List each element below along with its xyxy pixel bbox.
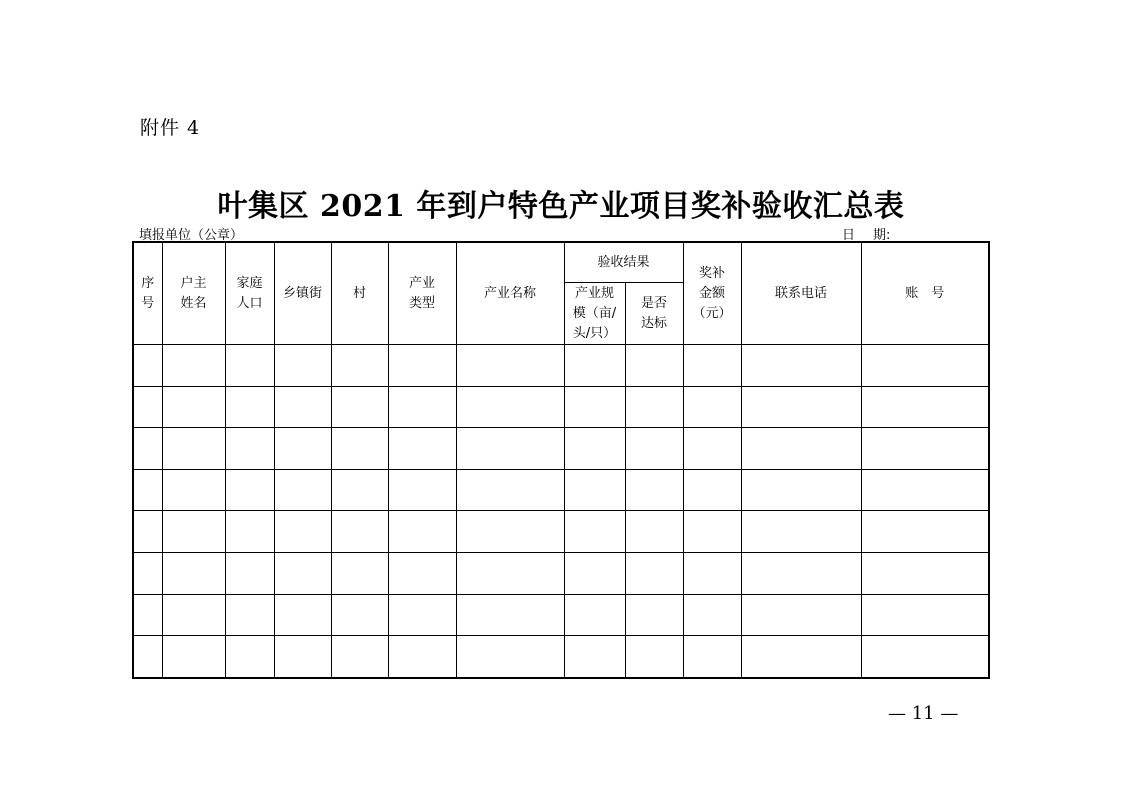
- table-cell: [225, 469, 274, 511]
- table-cell: [625, 594, 683, 636]
- table-cell: [564, 636, 625, 678]
- table-cell: [331, 511, 388, 553]
- table-cell: [625, 469, 683, 511]
- table-row: [133, 345, 989, 387]
- table-cell: [225, 386, 274, 428]
- table-cell: [861, 552, 989, 594]
- table-cell: [133, 428, 162, 470]
- table-cell: [331, 386, 388, 428]
- table-cell: [388, 386, 456, 428]
- table-row: [133, 386, 989, 428]
- table-cell: [388, 345, 456, 387]
- table-cell: [162, 636, 225, 678]
- table-cell: [162, 552, 225, 594]
- table-cell: [133, 552, 162, 594]
- table-cell: [861, 386, 989, 428]
- table-cell: [133, 511, 162, 553]
- header-owner-name: 户主 姓名: [162, 242, 225, 345]
- table-cell: [274, 636, 331, 678]
- table-cell: [683, 386, 741, 428]
- table-cell: [683, 345, 741, 387]
- table-cell: [456, 594, 564, 636]
- header-phone: 联系电话: [741, 242, 861, 345]
- table-cell: [274, 345, 331, 387]
- table-cell: [388, 594, 456, 636]
- table-cell: [456, 552, 564, 594]
- header-industry-type: 产业 类型: [388, 242, 456, 345]
- table-cell: [861, 345, 989, 387]
- table-cell: [741, 386, 861, 428]
- header-town: 乡镇街: [274, 242, 331, 345]
- header-village: 村: [331, 242, 388, 345]
- table-cell: [331, 594, 388, 636]
- table-row: [133, 469, 989, 511]
- table-cell: [564, 552, 625, 594]
- table-cell: [274, 511, 331, 553]
- table-cell: [456, 386, 564, 428]
- table-cell: [625, 511, 683, 553]
- table-cell: [274, 428, 331, 470]
- table-cell: [456, 345, 564, 387]
- summary-table: [132, 241, 990, 679]
- table-cell: [133, 469, 162, 511]
- date-label-period: 期:: [873, 228, 891, 243]
- table-cell: [331, 552, 388, 594]
- table-cell: [683, 594, 741, 636]
- table-cell: [162, 594, 225, 636]
- table-row: [133, 594, 989, 636]
- table-cell: [133, 636, 162, 678]
- table-cell: [741, 469, 861, 511]
- table-row: [133, 636, 989, 678]
- header-family-size: 家庭 人口: [225, 242, 274, 345]
- table-cell: [741, 636, 861, 678]
- header-account: 账 号: [861, 242, 989, 345]
- table-row: [133, 511, 989, 553]
- table-cell: [162, 469, 225, 511]
- annex-label: 附件 4: [140, 117, 201, 139]
- table-cell: [388, 636, 456, 678]
- date-label-day: 日: [842, 228, 856, 243]
- table-cell: [274, 469, 331, 511]
- table-cell: [331, 428, 388, 470]
- table-cell: [625, 345, 683, 387]
- table-cell: [741, 594, 861, 636]
- header-award-amount: 奖补 金额 （元）: [683, 242, 741, 345]
- table-cell: [625, 428, 683, 470]
- table-cell: [162, 511, 225, 553]
- table-cell: [456, 636, 564, 678]
- table-cell: [331, 345, 388, 387]
- table-cell: [564, 594, 625, 636]
- table-cell: [741, 345, 861, 387]
- table-cell: [225, 594, 274, 636]
- table-cell: [388, 428, 456, 470]
- header-industry-scale: 产业规 模（亩/ 头/只）: [564, 283, 625, 345]
- table-row: [133, 428, 989, 470]
- table-cell: [861, 511, 989, 553]
- table-cell: [741, 511, 861, 553]
- table-cell: [741, 428, 861, 470]
- table-cell: [388, 511, 456, 553]
- header-meets-standard: 是否 达标: [625, 283, 683, 345]
- table-cell: [331, 469, 388, 511]
- table-cell: [683, 636, 741, 678]
- table-cell: [625, 386, 683, 428]
- table-cell: [741, 552, 861, 594]
- table-cell: [861, 469, 989, 511]
- table-cell: [683, 511, 741, 553]
- table-row: [133, 552, 989, 594]
- table-cell: [564, 511, 625, 553]
- table-cell: [331, 636, 388, 678]
- page-title: 叶集区 2021 年到户特色产业项目奖补验收汇总表: [217, 189, 905, 224]
- table-cell: [388, 469, 456, 511]
- table-cell: [162, 345, 225, 387]
- table-cell: [683, 469, 741, 511]
- header-seq: 序 号: [133, 242, 162, 345]
- table-cell: [133, 386, 162, 428]
- table-cell: [564, 345, 625, 387]
- header-industry-name: 产业名称: [456, 242, 564, 345]
- table-cell: [564, 386, 625, 428]
- table-cell: [456, 511, 564, 553]
- table-cell: [162, 386, 225, 428]
- table-cell: [225, 511, 274, 553]
- table-cell: [861, 636, 989, 678]
- table-cell: [564, 469, 625, 511]
- header-acceptance-result: 验收结果: [564, 242, 683, 283]
- table-cell: [683, 428, 741, 470]
- table-cell: [133, 345, 162, 387]
- table-cell: [625, 636, 683, 678]
- table-cell: [564, 428, 625, 470]
- table-cell: [625, 552, 683, 594]
- fill-unit-label: 填报单位（公章）: [139, 228, 244, 243]
- table-cell: [225, 552, 274, 594]
- table-cell: [162, 428, 225, 470]
- table-cell: [388, 552, 456, 594]
- table-cell: [456, 428, 564, 470]
- table-cell: [861, 594, 989, 636]
- table-cell: [225, 345, 274, 387]
- table-cell: [133, 594, 162, 636]
- table-cell: [861, 428, 989, 470]
- table-cell: [225, 636, 274, 678]
- table-cell: [274, 594, 331, 636]
- table-cell: [456, 469, 564, 511]
- table-cell: [274, 386, 331, 428]
- table-cell: [225, 428, 274, 470]
- table-cell: [683, 552, 741, 594]
- page-number: — 11 —: [888, 703, 959, 724]
- table-cell: [274, 552, 331, 594]
